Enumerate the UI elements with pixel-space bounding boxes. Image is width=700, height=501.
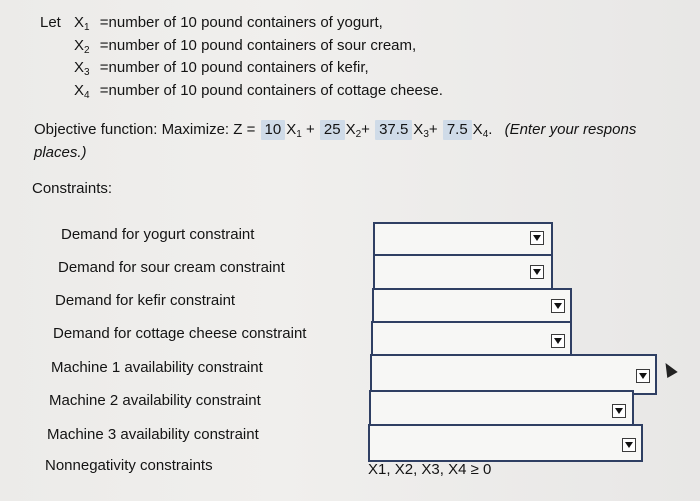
constraint-label-yogurt: Demand for yogurt constraint	[61, 226, 255, 243]
chevron-down-icon[interactable]	[530, 265, 544, 279]
constraint-label-kefir: Demand for kefir constraint	[55, 292, 236, 309]
var-x: X	[74, 14, 85, 31]
definition-text: =number of 10 pound containers of cottage cheese.	[99, 82, 443, 99]
definition-text: =number of 10 pound containers of sour cream,	[99, 37, 417, 54]
plus-sign: +	[305, 121, 315, 138]
chevron-down-icon[interactable]	[551, 299, 565, 313]
machine-3-constraint-dropdown[interactable]	[368, 424, 643, 462]
nonneg-var: X1	[368, 461, 387, 478]
nonnegativity-expression: X1, X2, X3, X4 ≥ 0	[368, 461, 492, 478]
end-period: .	[488, 121, 493, 138]
objective-label: Objective function: Maximize: Z =	[34, 121, 256, 138]
instruction-note-cont	[34, 144, 87, 161]
machine-2-constraint-dropdown[interactable]	[369, 390, 634, 428]
instruction-note: (Enter your respons	[504, 121, 637, 138]
mouse-cursor-icon	[660, 360, 677, 378]
var-sub: 2	[84, 45, 90, 56]
var-sub: 1	[84, 22, 90, 33]
constraint-label-cottage-cheese: Demand for cottage cheese constraint	[53, 325, 307, 342]
machine-1-constraint-dropdown[interactable]	[370, 354, 657, 395]
definition-text: =number of 10 pound containers of kefir,	[99, 59, 369, 76]
constraint-label-sour-cream: Demand for sour cream constraint	[58, 259, 285, 276]
var-x: X	[74, 59, 85, 76]
plus-sign: +	[428, 121, 438, 138]
constraint-label-machine-1: Machine 1 availability constraint	[51, 359, 263, 376]
var-x: X	[74, 37, 85, 54]
plus-sign: +	[361, 121, 370, 138]
sour-cream-constraint-dropdown[interactable]	[373, 254, 553, 290]
var-x: X	[74, 82, 85, 99]
chevron-down-icon[interactable]	[622, 438, 636, 452]
instruction-note-text: places.)	[34, 144, 87, 161]
constraint-label-machine-2: Machine 2 availability constraint	[49, 392, 261, 409]
definition-x1	[74, 13, 383, 38]
nonneg-var: X2	[394, 461, 414, 478]
chevron-down-icon[interactable]	[612, 404, 626, 418]
nonneg-var: X4	[448, 461, 467, 478]
var-sub: 4	[84, 90, 90, 101]
constraints-heading: Constraints:	[32, 180, 113, 197]
objective-function-row: Objective function: Maximize: Z = 10 $X_1 + 25$ $X_2+ 37.5$ $X_3+ 7.5$ $X_4$. (Enter your respons	[34, 121, 637, 140]
cottage-cheese-constraint-dropdown[interactable]	[371, 321, 572, 358]
yogurt-constraint-dropdown[interactable]	[373, 222, 553, 256]
var-sub: 3	[84, 67, 90, 78]
definition-x4	[74, 81, 443, 106]
nonneg-suffix: ≥ 0	[470, 461, 492, 478]
kefir-constraint-dropdown[interactable]	[372, 288, 572, 324]
coefficient-x3-input[interactable]: 37.5	[375, 120, 412, 140]
let-label: Let	[40, 14, 61, 31]
definition-text: =number of 10 pound containers of yogurt,	[99, 14, 383, 31]
coefficient-x4-input[interactable]: 7.5	[443, 120, 472, 140]
chevron-down-icon[interactable]	[530, 231, 544, 245]
chevron-down-icon[interactable]	[636, 369, 650, 383]
constraint-label-nonnegativity: Nonnegativity constraints	[45, 457, 213, 474]
constraint-label-machine-3: Machine 3 availability constraint	[47, 426, 259, 443]
definition-x3	[74, 58, 369, 83]
coefficient-x1-input[interactable]: 10	[261, 120, 286, 140]
chevron-down-icon[interactable]	[551, 334, 565, 348]
nonneg-var: X3	[421, 461, 440, 478]
coefficient-x2-input[interactable]: 25	[320, 120, 345, 140]
